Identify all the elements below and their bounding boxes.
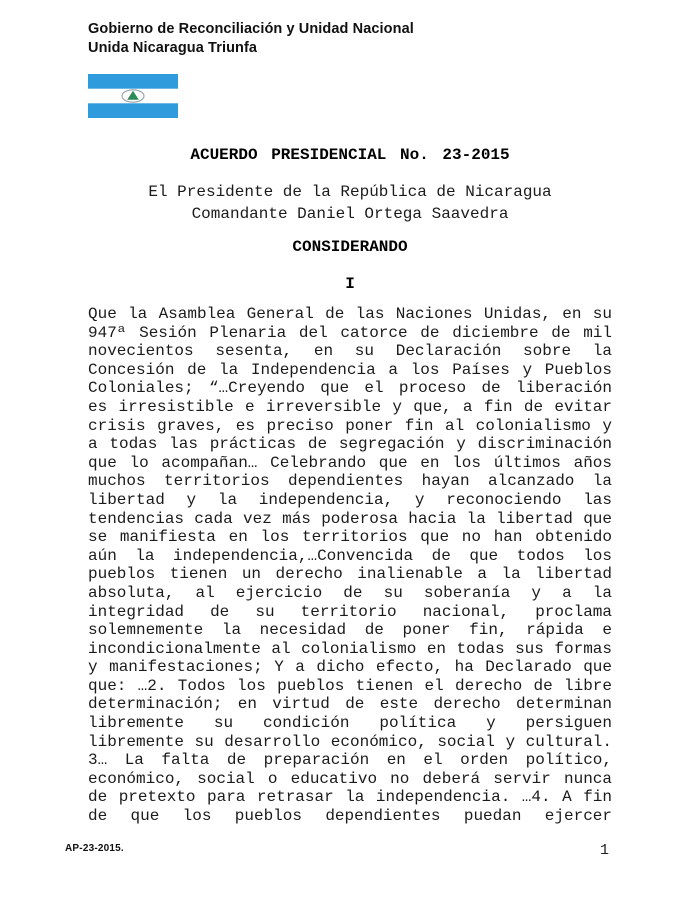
body-text-line: libremente su condición política y persiguen bbox=[88, 714, 612, 733]
body-text-line: Coloniales; “…Creyendo que el proceso de liberación bbox=[88, 379, 612, 398]
body-text-line: libertad y la independencia, y reconociendo las bbox=[88, 490, 612, 509]
body-text-line: Concesión de la Independencia a los Países y Pueblos bbox=[88, 360, 612, 379]
issuer-block bbox=[0, 181, 700, 225]
body-text-line: económico, social o educativo no deberá servir nunca bbox=[88, 769, 612, 788]
body-text-line: libremente su desarrollo económico, social y cultural. bbox=[88, 732, 612, 751]
body-text-line: 3… La falta de preparación en el orden político, bbox=[88, 751, 612, 770]
section-numeral: I bbox=[345, 275, 355, 293]
issuer-line-president: El Presidente de la República de Nicaragua bbox=[148, 183, 552, 201]
document-reference: AP-23-2015. bbox=[65, 843, 124, 854]
body-text-line: que lo acompañan… Celebrando que en los últimos años bbox=[88, 453, 612, 472]
nicaragua-flag-icon bbox=[88, 74, 178, 118]
body-text-line: 947ª Sesión Plenaria del catorce de diciembre de mil bbox=[88, 323, 612, 342]
body-text-line: aún la independencia,…Convencida de que todos los bbox=[88, 546, 612, 565]
page-number: 1 bbox=[600, 842, 610, 859]
body-text-line: que: …2. Todos los pueblos tienen el derecho de libre bbox=[88, 676, 612, 695]
letterhead bbox=[88, 20, 414, 58]
body-text-line: integridad de su territorio nacional, proclama bbox=[88, 602, 612, 621]
issuer-line-comandante: Comandante Daniel Ortega Saavedra bbox=[191, 205, 509, 223]
body-text-line: tendencias cada vez más poderosa hacia la libertad que bbox=[88, 509, 612, 528]
body-text-line: incondicionalmente al colonialismo en todas sus formas bbox=[88, 639, 612, 658]
body-text-line: crisis graves, es preciso poner fin al colonialismo y bbox=[88, 416, 612, 435]
body-text-line: a todas las prácticas de segregación y discriminación bbox=[88, 435, 612, 454]
body-text-line: de pretexto para retrasar la independencia. …4. A fin bbox=[88, 788, 612, 807]
body-text-line: y manifestaciones; Y a dicho efecto, ha Declarado que bbox=[88, 658, 612, 677]
considerando-heading: CONSIDERANDO bbox=[292, 238, 408, 256]
body-text-line: novecientos sesenta, en su Declaración sobre la bbox=[88, 342, 612, 361]
letterhead-line1: Gobierno de Reconciliación y Unidad Nacional bbox=[88, 21, 414, 37]
body-text bbox=[88, 305, 612, 826]
document-title: ACUERDO PRESIDENCIAL No. 23-2015 bbox=[190, 146, 510, 164]
body-text-line: Que la Asamblea General de las Naciones Unidas, en su bbox=[88, 305, 612, 323]
body-text-line: absoluta, al ejercicio de su soberanía y a la bbox=[88, 583, 612, 602]
body-text-line: se manifiesta en los territorios que no han obtenido bbox=[88, 528, 612, 547]
body-text-line: muchos territorios dependientes hayan alcanzado la bbox=[88, 472, 612, 491]
body-text-line: es irresistible e irreversible y que, a fin de evitar bbox=[88, 397, 612, 416]
body-text-line: de que los pueblos dependientes puedan ejercer bbox=[88, 807, 612, 826]
letterhead-line2: Unida Nicaragua Triunfa bbox=[88, 40, 258, 56]
body-text-line: pueblos tienen un derecho inalienable a la libertad bbox=[88, 565, 612, 584]
body-text-line: solemnemente la necesidad de poner fin, rápida e bbox=[88, 621, 612, 640]
body-text-line: determinación; en virtud de este derecho determinan bbox=[88, 695, 612, 714]
